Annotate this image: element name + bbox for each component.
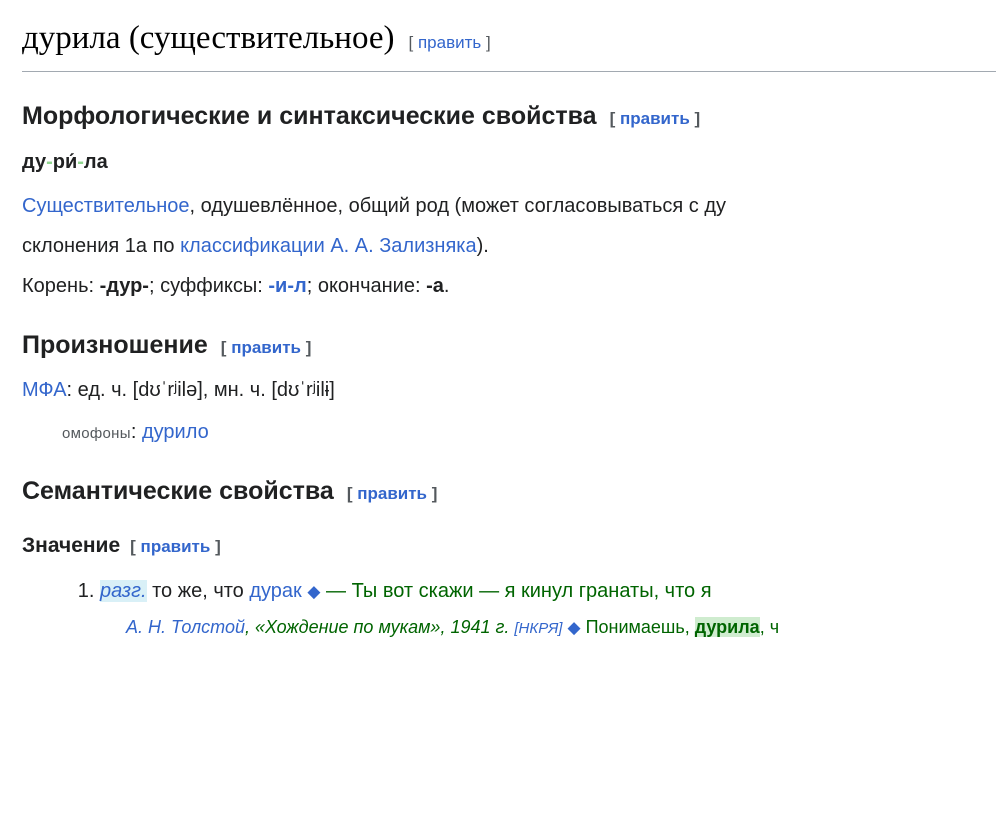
morpheme-root: -дур-	[99, 275, 149, 297]
bracket-open: [	[346, 483, 353, 503]
morpheme-ending: -а	[426, 275, 444, 297]
bracket-close: ]	[305, 338, 312, 357]
morpheme-label-suffix: ; суффиксы:	[148, 275, 269, 297]
citation-author[interactable]: А. Н. Толстой	[126, 616, 245, 637]
section-title-meaning: Значение	[22, 534, 121, 557]
section-heading-semantics	[22, 473, 1006, 511]
citation-quote-before: Понимаешь,	[585, 616, 695, 637]
edit-section-link-title	[409, 30, 491, 56]
page-title-row	[22, 14, 996, 72]
citation-highlight-term: дурила	[694, 616, 760, 637]
ipa-transcriptions: : ед. ч. [dʊˈrʲilə], мн. ч. [dʊˈrʲilɨ]	[66, 378, 335, 401]
syllable-separator: -	[77, 151, 84, 173]
syllable-1: ду	[22, 151, 47, 173]
edit-section-link-meaning	[130, 534, 221, 560]
syllable-separator: -	[46, 151, 53, 173]
morpheme-period: .	[443, 275, 450, 297]
homophones-line	[62, 417, 1006, 447]
bracket-open: [	[130, 537, 136, 556]
link-ipa[interactable]: МФА	[22, 378, 67, 401]
bracket-close: ]	[431, 483, 438, 503]
hyphenation	[22, 147, 1006, 177]
morpheme-suffix[interactable]: -и-л	[268, 275, 307, 297]
declension-text-end: ).	[476, 235, 489, 257]
edit-link[interactable]: править	[417, 33, 482, 52]
citation-quote-after: , ч	[759, 616, 780, 637]
quote-diamond-icon: ◆	[307, 581, 321, 601]
bracket-open: [	[609, 108, 616, 128]
meanings-list	[22, 576, 1006, 641]
quote-diamond-icon: ◆	[567, 617, 581, 637]
homophones-separator: :	[130, 420, 142, 443]
grammar-description-line1	[22, 191, 1006, 221]
link-zaliznyak-classification[interactable]: классификации А. А. Зализняка	[180, 235, 477, 257]
link-noun[interactable]: Существительное	[22, 195, 190, 217]
edit-section-link-pronunciation	[221, 335, 312, 361]
section-heading-meaning	[22, 530, 1006, 562]
section-title-morphology: Морфологические и синтаксические свойства	[22, 101, 597, 130]
edit-section-link-morphology	[610, 106, 701, 132]
register-label[interactable]: разг.	[100, 579, 147, 602]
declension-text: склонения 1а по	[22, 235, 181, 257]
bracket-close: ]	[215, 537, 221, 556]
syllable-3: ла	[83, 151, 108, 173]
bracket-open: [	[408, 33, 414, 52]
meaning-text: то же, что	[146, 579, 250, 602]
citation-corpus-link[interactable]: [НКРЯ]	[514, 619, 563, 637]
ipa-line	[22, 375, 1006, 405]
morpheme-breakdown	[22, 271, 1006, 301]
edit-link[interactable]: править	[619, 108, 690, 128]
morpheme-label-ending: ; окончание:	[306, 275, 427, 297]
section-heading-pronunciation	[22, 327, 1006, 365]
bracket-close: ]	[694, 108, 701, 128]
citation-separator: ,	[245, 616, 256, 637]
section-title-pronunciation: Произношение	[22, 331, 208, 359]
syllable-2: ри́	[52, 151, 78, 173]
list-item	[100, 576, 1006, 641]
citation-work: «Хождение по мукам», 1941 г.	[255, 616, 510, 637]
example-quote: — Ты вот скажи — я кинул гранаты, что я	[326, 579, 712, 602]
bracket-close: ]	[486, 33, 491, 52]
edit-section-link-semantics	[347, 481, 438, 507]
section-title-semantics: Семантические свойства	[22, 476, 334, 505]
link-durak[interactable]: дурак	[249, 579, 302, 602]
citation	[126, 614, 1006, 641]
link-homophone-durilo[interactable]: дурило	[141, 420, 209, 443]
bracket-open: [	[220, 338, 227, 357]
page-title: дурила (существительное)	[22, 20, 395, 56]
homophones-label: омофоны	[62, 424, 131, 442]
section-heading-morphology	[22, 98, 1006, 136]
grammar-text: , одушевлённое, общий род (может согласовываться с ду	[189, 195, 727, 217]
morpheme-label-root: Корень:	[22, 275, 100, 297]
edit-link[interactable]: править	[357, 483, 428, 503]
edit-link[interactable]: править	[140, 537, 211, 556]
grammar-description-line2	[22, 231, 1006, 261]
edit-link[interactable]: править	[231, 338, 301, 357]
